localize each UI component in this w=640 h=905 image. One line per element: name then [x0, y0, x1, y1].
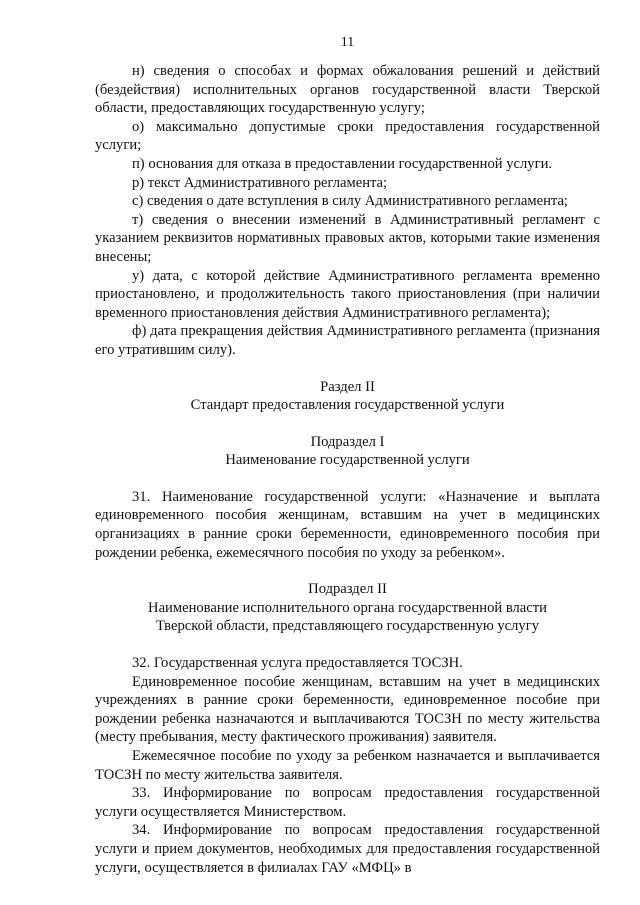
subsection-label: Подраздел II — [308, 581, 387, 598]
subsection-title-line: Наименование исполнительного органа государственной власти — [148, 599, 547, 616]
subsection-title-line: Тверской области, представляющего государственную услугу — [155, 618, 540, 635]
paragraph: Ежемесячное пособие по уходу за ребенком назначается и выплачивается ТОСЗН по месту жительства заявителя. — [95, 748, 600, 783]
paragraph: 33. Информирование по вопросам предоставления государственной услуги осуществляется Министерством. — [95, 785, 600, 820]
paragraph: 31. Наименование государственной услуги: «Назначение и выплата единовременного пособия женщинам, вставшим на учет в медицинских организациях в ранние сроки беременности, единовременного пособия при рождении ребенка, ежемесячного пособия по уходу за ребенком». — [95, 488, 600, 561]
list-item: н) сведения о способах и формах обжалования решений и действий (бездействия) исполнительных органов государственной власти Тверской области, предоставляющих государственную услугу; — [95, 63, 600, 117]
document-page — [95, 34, 600, 877]
section-label: Раздел II — [320, 378, 375, 395]
subsection-label: Подраздел I — [310, 433, 385, 450]
spacer — [95, 360, 600, 378]
page-number: 11 — [340, 35, 355, 50]
list-item: о) максимально допустимые сроки предоставления государственной услуги; — [95, 118, 600, 154]
section-title: Стандарт предоставления государственной услуги — [190, 397, 505, 414]
spacer — [95, 415, 600, 433]
subsection-title: Наименование государственной услуги — [225, 452, 470, 469]
list-item: т) сведения о внесении изменений в Административный регламент с указанием реквизитов нормативных правовых актов, которыми такие изменения внесены; — [95, 211, 600, 265]
list-item: с) сведения о дате вступления в силу Административного регламента; — [132, 193, 568, 210]
paragraph: Единовременное пособие женщинам, вставшим на учет в медицинских учреждениях в ранние сроки беременности, единовременное пособие при рождении ребенка назначаются и выплачиваются ТОСЗН по месту жительства (месту пребывания, месту фактического проживания) заявителя. — [95, 673, 600, 746]
spacer — [95, 562, 600, 580]
list-item: ф) дата прекращения действия Административного регламента (признания его утратившим силу). — [95, 323, 600, 358]
list-item: р) текст Административного регламента; — [132, 174, 388, 191]
paragraph: 34. Информирование по вопросам предоставления государственной услуги и прием документов, необходимых для предоставления государственной услуги, осуществляется в филиалах ГАУ «МФЦ» в — [95, 822, 600, 876]
spacer — [95, 470, 600, 488]
spacer — [95, 636, 600, 654]
paragraph: 32. Государственная услуга предоставляется ТОСЗН. — [132, 655, 463, 672]
list-item: у) дата, с которой действие Административного регламента временно приостановлено, и продолжительность такого приостановления (при наличии временного приостановления действия Административного регламента); — [95, 267, 600, 321]
list-item: п) основания для отказа в предоставлении государственной услуги. — [132, 155, 553, 172]
